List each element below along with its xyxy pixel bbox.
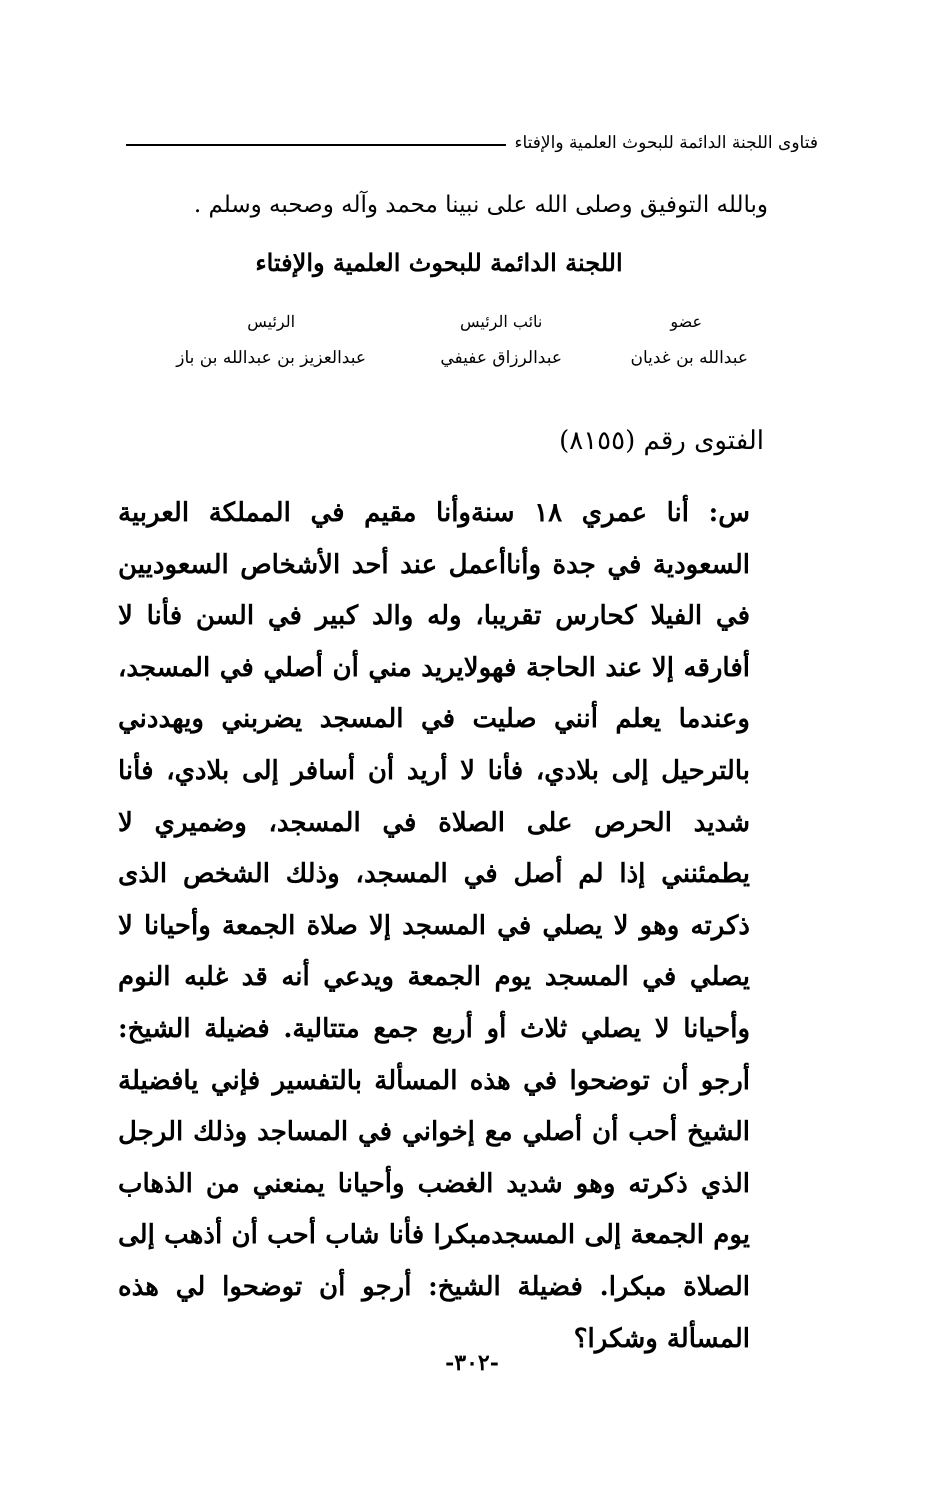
signatory-deputy-role: نائب الرئيس	[459, 312, 543, 331]
signatory-deputy	[440, 308, 562, 368]
question-text: س: أنا عمري ١٨ سنةوأنا مقيم في المملكة العربية السعودية في جدة وأناأعمل عند أحد الأشخاص السعوديين في الفيلا كحارس تقريبا، وله والد كبير في السن فأنا لا أفارقه إلا عند الحاجة فهولايريد مني أن أصلي في المسجد، وعندما يعلم أنني صليت في المسجد يضربني ويهددني بالترحيل إلى بلادي، فأنا لا أريد أن أسافر إلى بلادي، فأنا شديد الحرص على الصلاة في المسجد، وضميري لا يطمئنني إذا لم أصل في المسجد، وذلك الشخص الذى ذكرته وهو لا يصلي في المسجد إلا صلاة الجمعة وأحيانا لا يصلي في المسجد يوم الجمعة ويدعي أنه قد غلبه النوم وأحيانا لا يصلي ثلاث أو أربع جمع متتالية. فضيلة الشيخ: أرجو أن توضحوا في هذه المسألة بالتفسير فإني يافضيلة الشيخ أحب أن أصلي مع إخواني في المساجد وذلك الرجل الذي ذكرته وهو شديد الغضب وأحيانا يمنعني من الذهاب يوم الجمعة إلى المسجدمبكرا فأنا شاب أحب أن أذهب إلى الصلاة مبكرا. فضيلة الشيخ: أرجو أن توضحوا لي هذه المسألة وشكرا؟	[118, 498, 751, 1354]
signatory-member-role: عضو	[670, 312, 702, 331]
signatories-block	[150, 308, 748, 388]
header-rule	[126, 144, 506, 146]
committee-name: اللجنة الدائمة للبحوث العلمية والإفتاء	[255, 248, 623, 277]
signatory-chairman	[176, 308, 366, 368]
running-header-title: فتاوى اللجنة الدائمة للبحوث العلمية والإفتاء	[514, 133, 818, 153]
fatwa-number: الفتوى رقم (٨١٥٥)	[559, 426, 764, 456]
signatory-member	[630, 308, 748, 368]
signatory-chairman-role: الرئيس	[247, 312, 296, 331]
closing-line: وبالله التوفيق وصلى الله على نبينا محمد وآله وصحبه وسلم .	[193, 192, 768, 218]
page-number: -٣٠٢-	[445, 1350, 499, 1376]
signatory-chairman-name: عبدالعزيز بن عبدالله بن باز	[176, 348, 366, 368]
signatory-member-name: عبدالله بن غديان	[630, 348, 748, 368]
signatory-deputy-name: عبدالرزاق عفيفي	[440, 348, 562, 368]
running-header	[126, 128, 818, 158]
